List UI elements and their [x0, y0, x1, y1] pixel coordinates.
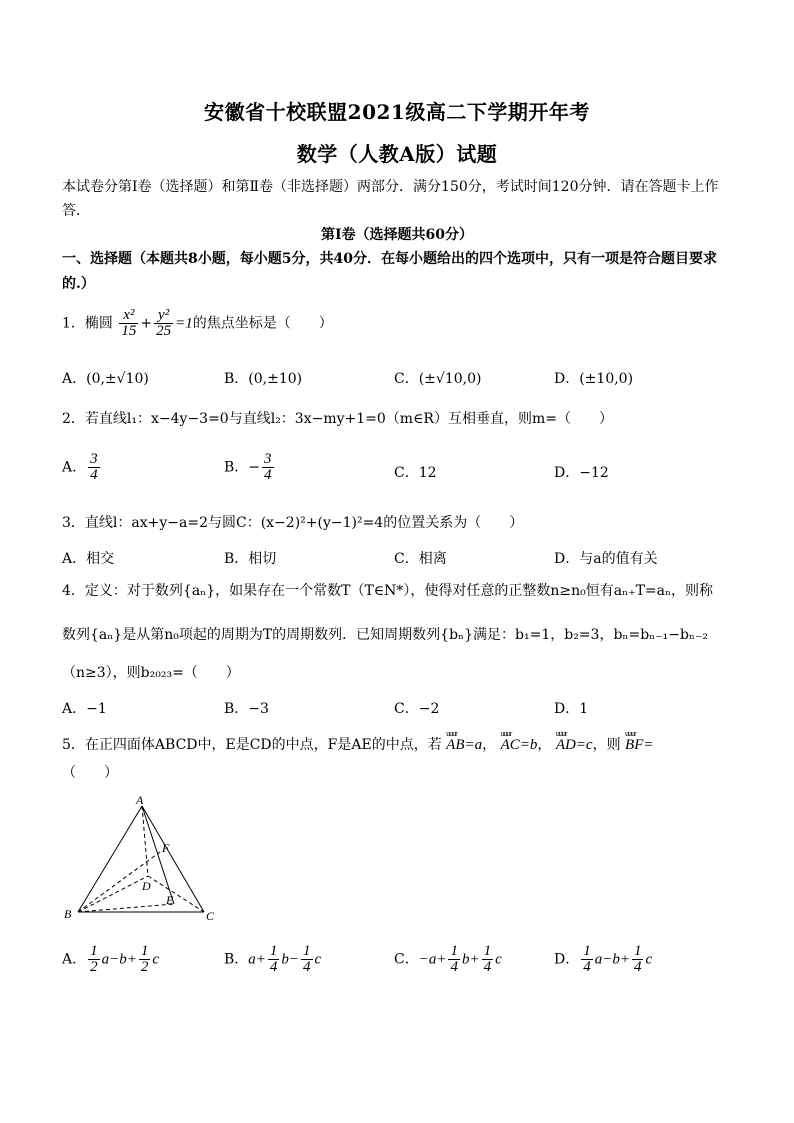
- q4-option-d: D．1: [554, 701, 589, 717]
- q2-option-c: C．12: [394, 465, 437, 481]
- question-5-line-2: （ ）: [62, 765, 118, 781]
- question-4-line-1: 4．定义：对于数列{aₙ}，如果存在一个常数T（T∈N*），使得对任意的正整数n≥n₀恒有aₙ₊T=aₙ，则称: [62, 583, 714, 599]
- q2-option-b: B．− $\frac{3}{4}$: [224, 451, 272, 483]
- question-4-line-2: 数列{aₙ}是从第n₀项起的周期为T的周期数列．已知周期数列{bₙ}满足：b₁=1，b₂=3，bₙ=bₙ₋₁−bₙ₋₂: [62, 627, 708, 643]
- intro-line-2: 答．: [62, 203, 90, 219]
- edge-be: [78, 904, 174, 912]
- label-a: A: [136, 793, 144, 807]
- label-b: B: [64, 907, 72, 921]
- q3-option-c: C．相离: [394, 551, 447, 567]
- q2-option-a: A． $\frac{3}{4}$: [62, 451, 98, 483]
- q2-b-frac: $\frac{3}{4}$: [264, 451, 272, 483]
- q1-prefix: 1．椭圆: [62, 315, 113, 332]
- q1-option-a: A．(0,±√10): [62, 371, 149, 387]
- section-heading: 第Ⅰ卷（选择题共60分）: [320, 227, 474, 243]
- q4-option-c: C．−2: [394, 701, 440, 717]
- q3-option-d: D．与a的值有关: [554, 551, 658, 567]
- section-instruction-2: 的.）: [62, 276, 95, 292]
- question-2-stem: 2．若直线l₁：x−4y−3=0与直线l₂：3x−my+1=0（m∈R）互相垂直，则m=（ ）: [62, 411, 613, 427]
- question-1-stem: 1．椭圆 $\frac{\text{x²}}{15}$ + $\frac{\text{y²}}{25}$ =1的焦点坐标是（ ）: [62, 307, 333, 339]
- tetrahedron-figure: [62, 792, 222, 924]
- exam-subtitle: 数学（人教A版）试题: [296, 142, 498, 166]
- q4-option-a: A．−1: [62, 701, 107, 717]
- label-d: D: [142, 879, 151, 893]
- label-f: F: [162, 841, 170, 855]
- q4-option-b: B．−3: [224, 701, 269, 717]
- section-instruction-1: 一、选择题（本题共8小题，每小题5分，共40分．在每小题给出的四个选项中，只有一项是符合题目要求: [62, 251, 717, 267]
- edge-dc: [148, 876, 204, 912]
- question-3-stem: 3．直线l：ax+y−a=2与圆C：(x−2)²+(y−1)²=4的位置关系为（ ）: [62, 515, 524, 531]
- q2-option-d: D．−12: [554, 465, 609, 481]
- q3-option-a: A．相交: [62, 551, 115, 567]
- q5-option-d: D． $\frac{1}{4}$ a−b+ $\frac{1}{4}$ c: [554, 943, 653, 975]
- q1-option-b: B．(0,±10): [224, 371, 303, 387]
- question-5-line-1: 5．在正四面体ABCD中，E是CD的中点，F是AE的中点，若 uuur AB=a， uuur AC=b， uuur AD=c，则 uuur BF=: [62, 736, 654, 754]
- q5-option-a: A． $\frac{1}{2}$ a−b+ $\frac{1}{2}$ c: [62, 943, 160, 975]
- q5-option-c: C．−a+ $\frac{1}{4}$ b+ $\frac{1}{4}$ c: [394, 943, 502, 975]
- q1-suffix: 的焦点坐标是（ ）: [192, 315, 333, 332]
- label-c: C: [206, 909, 215, 923]
- intro-line-1: 本试卷分第Ⅰ卷（选择题）和第Ⅱ卷（非选择题）两部分．满分150分，考试时间120分钟．请在答题卡上作: [62, 179, 719, 195]
- q5-option-b: B．a+ $\frac{1}{4}$ b− $\frac{1}{4}$ c: [224, 943, 322, 975]
- q1-option-c: C．(±√10,0): [394, 371, 482, 387]
- exam-title: 安徽省十校联盟2021级高二下学期开年考: [204, 100, 590, 124]
- q1-frac-x: $\frac{\text{x²}}{15}$: [121, 307, 137, 339]
- q2-a-frac: $\frac{3}{4}$: [90, 451, 98, 483]
- q3-option-b: B．相切: [224, 551, 277, 567]
- q1-option-d: D．(±10,0): [554, 371, 634, 387]
- label-e: E: [166, 893, 174, 907]
- question-4-line-3: （n≥3），则b₂₀₂₃=（ ）: [62, 665, 240, 681]
- q1-frac-y: $\frac{\text{y²}}{25}$: [156, 307, 172, 339]
